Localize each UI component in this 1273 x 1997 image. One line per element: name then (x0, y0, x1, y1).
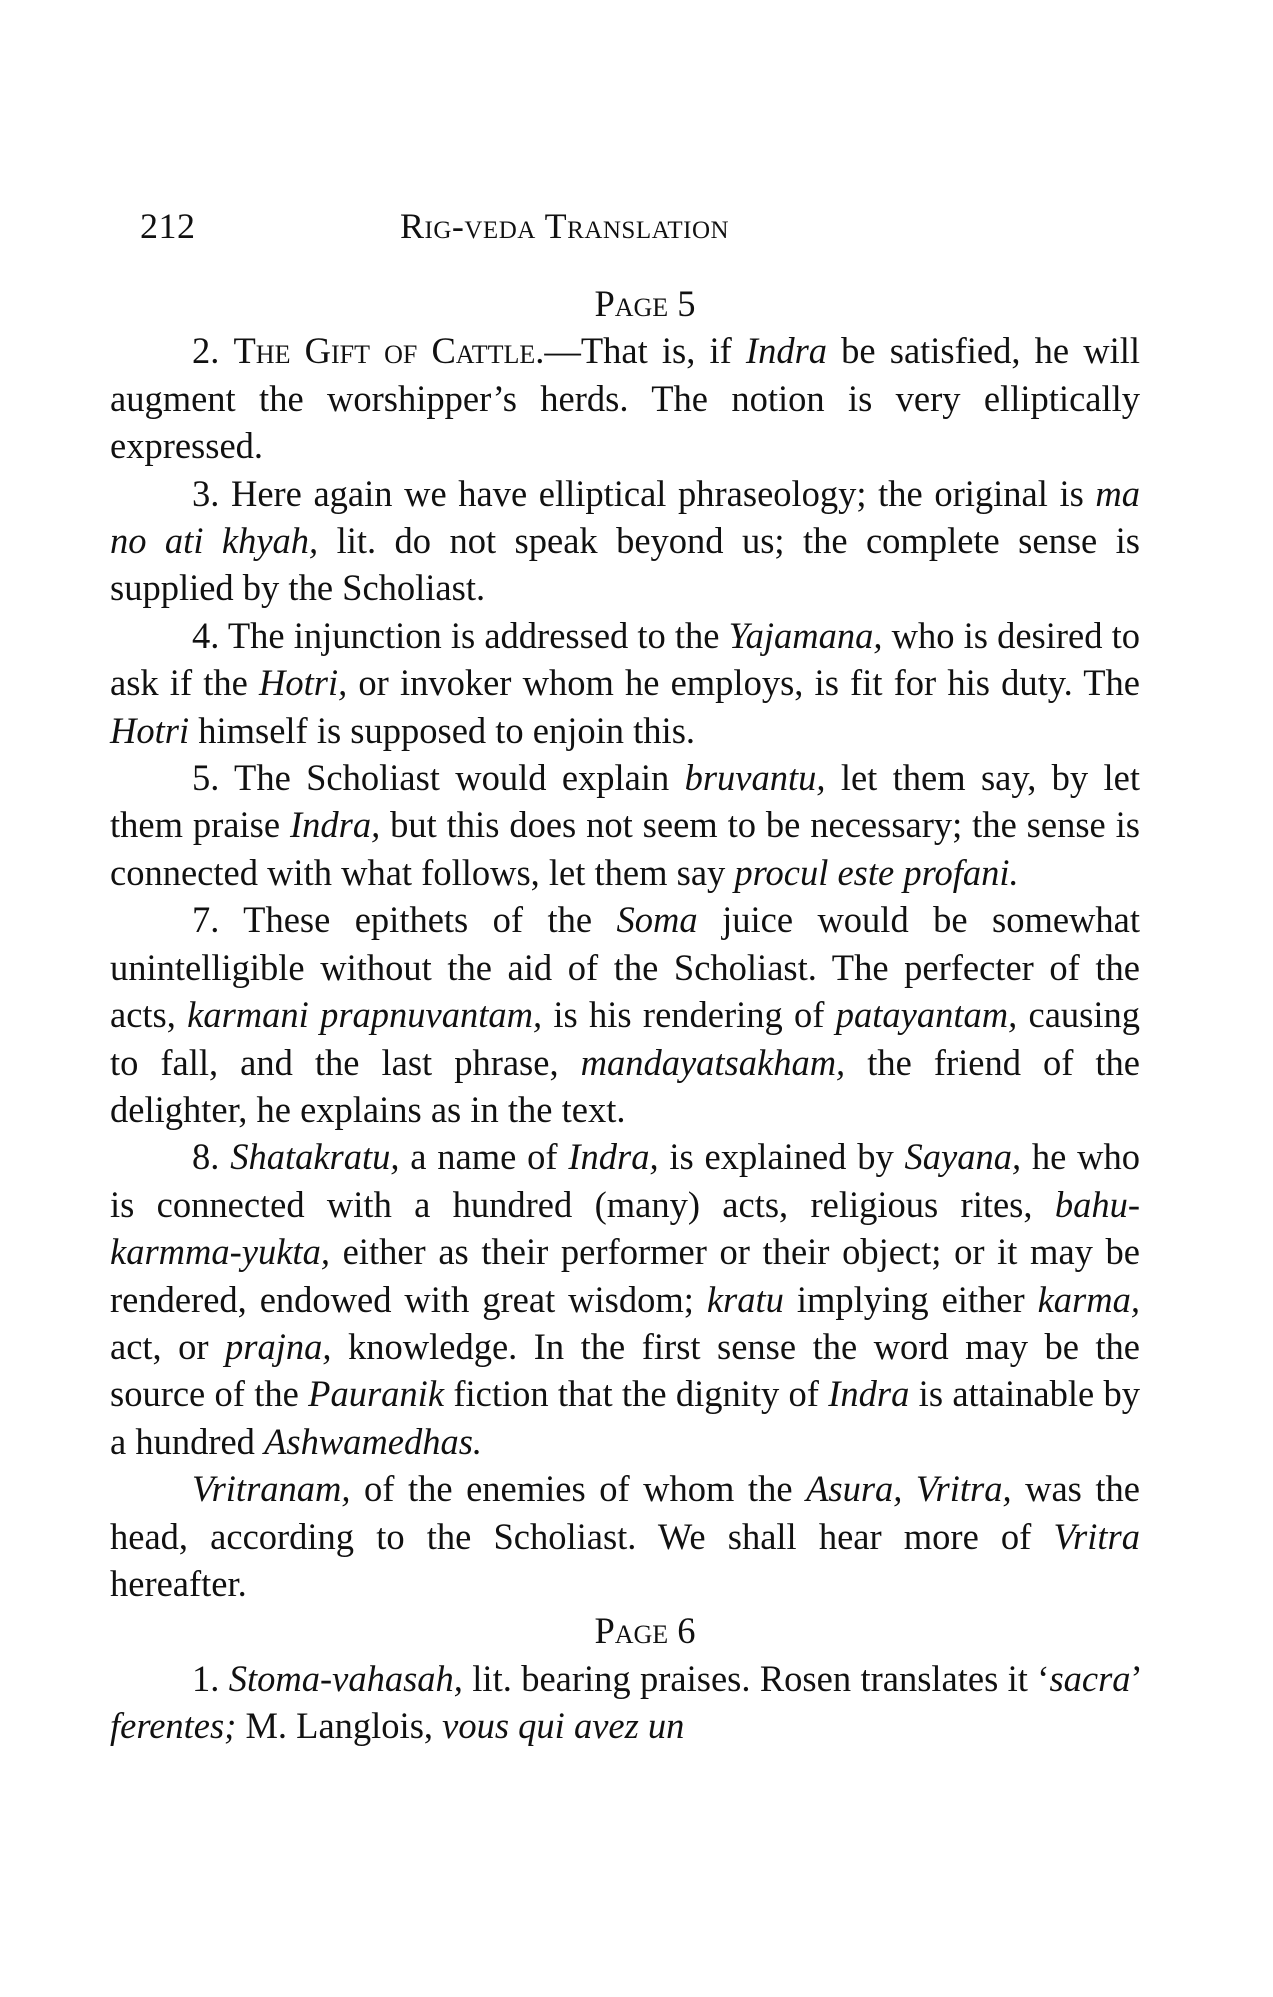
italic-term: kratu (706, 1278, 784, 1320)
note-paragraph (110, 1133, 1140, 1465)
text-run: 4. The injunction is addressed to the (192, 614, 729, 656)
italic-term: Ashwamedhas. (264, 1420, 483, 1462)
text-run: —That is, if (544, 330, 746, 372)
text-run: act, or (110, 1325, 226, 1367)
section-heading: Page 6 (594, 1610, 696, 1652)
text-run: knowledge. In the first sense the word may be the source of the (110, 1325, 1140, 1415)
italic-term: Asura, Vritra, (806, 1468, 1012, 1510)
text-run: who is desired to ask if the (110, 614, 1141, 704)
italic-term: Indra, (568, 1136, 659, 1178)
note-paragraph (110, 1655, 1140, 1750)
italic-term: Hotri, (259, 662, 348, 704)
text-run: M. Langlois, (236, 1705, 443, 1747)
note-paragraph (110, 754, 1140, 896)
italic-term: Indra (828, 1373, 910, 1415)
text-run: is attainable by a hundred (110, 1373, 1140, 1462)
italic-term: Indra, (289, 804, 381, 846)
italic-term: bahu-karmma-yukta, (110, 1183, 1140, 1273)
italic-term: sacra (1049, 1657, 1131, 1699)
italic-term: ferentes; (110, 1705, 237, 1747)
text-run: 1. (192, 1657, 229, 1699)
italic-term: Vritranam, (192, 1468, 351, 1510)
running-head (140, 205, 1140, 265)
text-run: implying either (783, 1278, 1038, 1320)
italic-term: bruvantu, (684, 757, 826, 799)
note-paragraph (110, 1465, 1140, 1607)
italic-term: Soma (616, 899, 698, 941)
text-run: fiction that the dignity of (444, 1373, 829, 1415)
running-title: Rig-veda Translation (400, 206, 730, 246)
italic-term: patayantam, (835, 994, 1018, 1036)
text-run: causing to fall, and the last phrase, (110, 994, 1140, 1083)
note-paragraph (110, 896, 1140, 1133)
note-paragraph (110, 327, 1140, 469)
italic-term: Indra (745, 330, 828, 372)
small-caps-title: The Gift of Cattle. (233, 330, 545, 372)
text-run: 3. Here again we have elliptical phraseology; the original is (192, 472, 1096, 514)
italic-term: Hotri (110, 709, 190, 751)
text-run: is his rendering of (542, 994, 836, 1036)
text-run: juice would be somewhat unintelligible without the aid of the Scholiast. The perfecter of the acts, (110, 899, 1141, 1036)
text-run: is explained by (658, 1136, 905, 1178)
italic-term: procul este profani. (734, 851, 1019, 893)
italic-term: Vritra (1053, 1515, 1140, 1557)
text-run: be satisfied, he will augment the worshipper’s herds. The notion is very elliptically expressed. (110, 330, 1141, 467)
italic-term: Sayana, (904, 1136, 1022, 1178)
italic-term: ma no ati khyah, (110, 472, 1140, 562)
text-run: 7. These epithets of the (192, 899, 617, 941)
text-run: he who is connected with a hundred (many) acts, religious rites, (110, 1136, 1141, 1225)
italic-term: mandayatsakham, (580, 1041, 846, 1083)
italic-term: prajna, (225, 1325, 332, 1367)
note-paragraph (110, 612, 1140, 754)
text-run: a name of (399, 1136, 569, 1178)
text-run: hereafter. (110, 1562, 247, 1604)
text-run: lit. do not speak beyond us; the complete sense is supplied by the Scholiast. (110, 520, 1140, 609)
italic-term: Pauranik (308, 1373, 445, 1415)
section-heading: Page 5 (594, 283, 696, 324)
italic-term: vous qui avez un (442, 1705, 685, 1747)
italic-term: karmani prapnuvantam, (187, 994, 543, 1036)
text-run: either as their performer or their object; or it may be rendered, endowed with great wisdom; (110, 1231, 1140, 1320)
note-paragraph (110, 470, 1140, 612)
notes-body (110, 280, 1140, 1750)
text-run: let them say, by let them praise (110, 757, 1140, 846)
italic-term: karma, (1037, 1278, 1140, 1320)
text-run: lit. bearing praises. Rosen translates it ‘ (462, 1657, 1050, 1699)
italic-term: Stoma-vahasah, (228, 1657, 463, 1699)
text-run: or invoker whom he employs, is fit for his duty. The (347, 662, 1140, 704)
page-number: 212 (140, 206, 196, 246)
text-run: ’ (1130, 1657, 1140, 1699)
text-run: the friend of the delighter, he explains as in the text. (110, 1041, 1140, 1130)
text-run: himself is supposed to enjoin this. (189, 709, 696, 751)
text-run: 5. The Scholiast would explain (192, 757, 685, 799)
text-run: 2. (192, 330, 234, 372)
text-run: of the enemies of whom the (350, 1468, 807, 1510)
text-run: was the head, according to the Scholiast. We shall hear more of (110, 1468, 1140, 1557)
italic-term: Yajamana, (728, 614, 883, 656)
text-run: 8. (192, 1136, 231, 1178)
text-run: but this does not seem to be necessary; the sense is connected with what follows, let them say (110, 804, 1141, 893)
italic-term: Shatakratu, (230, 1136, 400, 1178)
